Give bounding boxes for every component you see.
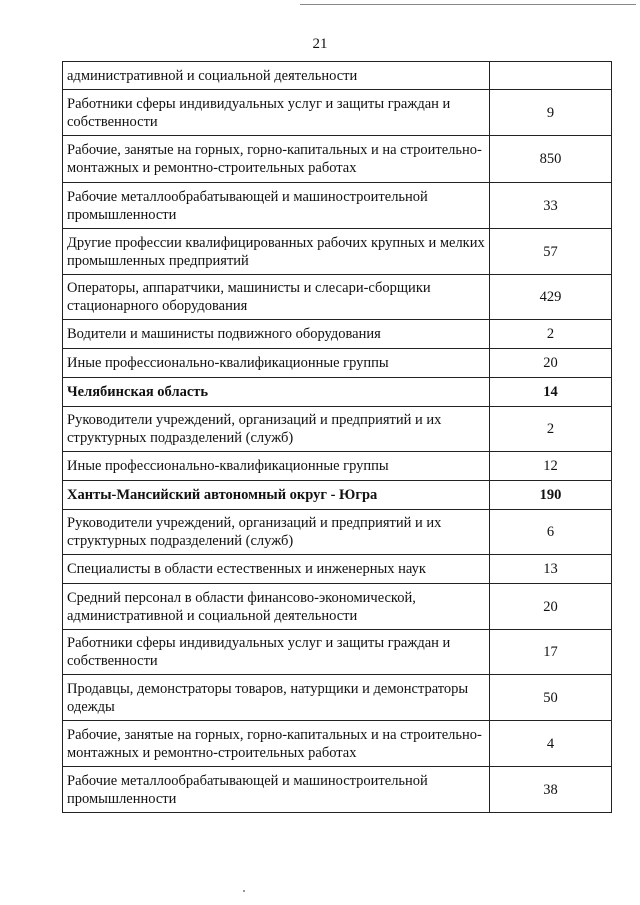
table-row <box>63 510 612 555</box>
row-value: 4 <box>490 721 612 767</box>
table-row <box>63 452 612 481</box>
row-label: Иные профессионально-квалификационные группы <box>63 452 490 481</box>
row-value: 6 <box>490 510 612 555</box>
row-label: Специалисты в области естественных и инженерных наук <box>63 555 490 584</box>
row-label: административной и социальной деятельности <box>63 62 490 90</box>
row-value: 850 <box>490 136 612 183</box>
row-label: Операторы, аппаратчики, машинисты и слесари-сборщики стационарного оборудования <box>63 275 490 320</box>
row-value: 190 <box>490 481 612 510</box>
row-value: 57 <box>490 229 612 275</box>
table-row <box>63 767 612 813</box>
row-label: Руководители учреждений, организаций и предприятий и их структурных подразделений (служб) <box>63 407 490 452</box>
row-label: Другие профессии квалифицированных рабочих крупных и мелких промышленных предприятий <box>63 229 490 275</box>
table-row <box>63 320 612 349</box>
table-row <box>63 90 612 136</box>
row-value: 429 <box>490 275 612 320</box>
table-row <box>63 721 612 767</box>
scan-speck <box>243 890 245 892</box>
row-value: 13 <box>490 555 612 584</box>
row-value <box>490 62 612 90</box>
row-value: 2 <box>490 407 612 452</box>
row-value: 2 <box>490 320 612 349</box>
table-row <box>63 349 612 378</box>
row-label: Продавцы, демонстраторы товаров, натурщики и демонстраторы одежды <box>63 675 490 721</box>
table-row <box>63 229 612 275</box>
row-label: Водители и машинисты подвижного оборудования <box>63 320 490 349</box>
row-value: 20 <box>490 584 612 630</box>
row-label: Рабочие, занятые на горных, горно-капитальных и на строительно-монтажных и ремонтно-строительных работах <box>63 136 490 183</box>
row-label: Ханты-Мансийский автономный округ - Югра <box>63 481 490 510</box>
row-label: Работники сферы индивидуальных услуг и защиты граждан и собственности <box>63 90 490 136</box>
table-row <box>63 62 612 90</box>
row-label: Челябинская область <box>63 378 490 407</box>
table-row <box>63 407 612 452</box>
table-row <box>63 136 612 183</box>
row-label: Рабочие металлообрабатывающей и машиностроительной промышленности <box>63 183 490 229</box>
top-rule <box>300 4 636 5</box>
table-row <box>63 481 612 510</box>
row-value: 9 <box>490 90 612 136</box>
table-body <box>63 62 612 813</box>
row-value: 17 <box>490 630 612 675</box>
table-row <box>63 584 612 630</box>
row-label: Рабочие, занятые на горных, горно-капитальных и на строительно-монтажных и ремонтно-строительных работах <box>63 721 490 767</box>
row-value: 33 <box>490 183 612 229</box>
row-value: 50 <box>490 675 612 721</box>
occupation-table <box>62 61 612 813</box>
row-label: Рабочие металлообрабатывающей и машиностроительной промышленности <box>63 767 490 813</box>
table-row <box>63 378 612 407</box>
table-row <box>63 630 612 675</box>
row-label: Руководители учреждений, организаций и предприятий и их структурных подразделений (служб) <box>63 510 490 555</box>
row-value: 12 <box>490 452 612 481</box>
page-number: 21 <box>312 36 328 52</box>
row-label: Средний персонал в области финансово-экономической, административной и социальной деятельности <box>63 584 490 630</box>
row-value: 14 <box>490 378 612 407</box>
row-value: 20 <box>490 349 612 378</box>
row-value: 38 <box>490 767 612 813</box>
table-row <box>63 275 612 320</box>
table-row <box>63 555 612 584</box>
table-row <box>63 183 612 229</box>
table-row <box>63 675 612 721</box>
row-label: Иные профессионально-квалификационные группы <box>63 349 490 378</box>
row-label: Работники сферы индивидуальных услуг и защиты граждан и собственности <box>63 630 490 675</box>
